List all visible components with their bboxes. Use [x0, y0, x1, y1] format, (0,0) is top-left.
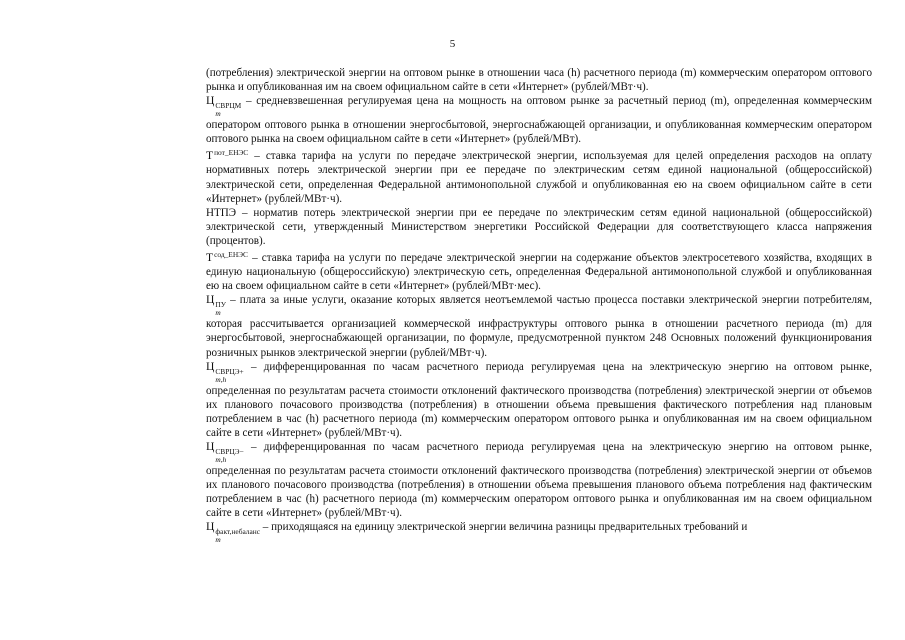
definition-text: – дифференцированная по часам расчетного периода регулируемая цена на электрическую энергию на оптовом рынке, определенная по результатам расчета стоимости отклонений фактического производства (потребления) электрической энергии от объемов их планового почасового производства (потребления) в отношении объема превышения планового объема потребления над фактическим потреблением в час (h) расчетного периода (m) коммерческим оператором оптового рынка и опубликованная им на своем официальном сайте в сети «Интернет» (рублей/МВт·ч). [206, 440, 872, 520]
page-number: 5 [449, 38, 456, 50]
definition-text: – средневзвешенная регулируемая цена на мощность на оптовом рынке за расчетный период (m), определенная коммерческим оператором оптового рынка в отношении энергосбытовой, энергоснабжающей организации, и опубликованная коммерческим оператором оптового рынка на своем официальном сайте в сети «Интернет» (рублей/МВт). [206, 95, 872, 146]
definition-text: – дифференцированная по часам расчетного периода регулируемая цена на электрическую энергию на оптовом рынке, определенная по результатам расчета стоимости отклонений фактического производства (потребления) электрической энергии от объемов их планового почасового производства (потребления) в отношении объема превышения фактического потребления над плановым потреблением в час (h) расчетного периода (m) коммерческим оператором оптового рынка и опубликованная им на своем официальном сайте в сети «Интернет» (рублей/МВт·ч). [206, 360, 872, 439]
term-superscript: сод_ЕНЭС [214, 250, 248, 260]
definition-paragraph [206, 248, 872, 293]
definition-paragraph [206, 440, 872, 520]
term-symbol: Ц [206, 520, 215, 534]
formula-term [206, 150, 248, 162]
definition-paragraph [206, 66, 872, 94]
definition-paragraph [206, 520, 872, 544]
term-symbol: Т [206, 149, 214, 163]
term-symbol: Ц [206, 439, 215, 453]
definition-paragraph [206, 94, 872, 146]
term-subscript: m,h [215, 374, 227, 384]
formula-term [206, 520, 261, 545]
term-subscript: m [215, 308, 221, 318]
term-symbol: Ц [206, 359, 215, 373]
formula-term [206, 252, 248, 264]
document-body [206, 66, 872, 544]
term-superscript: СВРЦЭ+ [215, 366, 244, 376]
term-superscript: факт,небаланс [215, 527, 261, 537]
definition-text: – ставка тарифа на услуги по передаче электрической энергии, используемая для целей определения расходов на оплату нормативных потерь электрической энергии при ее передаче по электрическим сетям единой национальной (общероссийской) электрической сети, определенная Федеральной антимонопольной службой и опубликованная ею на своем официальном сайте в сети «Интернет» (рублей/МВт·ч). [206, 150, 872, 205]
term-superscript: СВРЦМ [215, 101, 242, 111]
definition-paragraph [206, 206, 872, 248]
definition-text: – ставка тарифа на услуги по передаче электрической энергии на содержание объектов электросетевого хозяйства, входящих в единую национальную (общероссийскую) электрическую сеть, определенная Федеральной антимонопольной службой и опубликованная ею на своем официальном сайте в сети «Интернет» (рублей/МВт·мес). [206, 252, 872, 293]
definition-paragraph [206, 146, 872, 205]
term-subscript: m,h [215, 454, 227, 464]
term-symbol: Ц [206, 94, 215, 108]
term-superscript: СВРЦЭ− [215, 446, 244, 456]
term-superscript: ПУ [215, 300, 226, 310]
term-subscript: m [215, 109, 221, 119]
term-subscript: m [215, 535, 221, 545]
formula-term [206, 293, 226, 318]
definition-text: – плата за иные услуги, оказание которых является неотъемлемой частью процесса поставки электрической энергии потребителям, которая рассчитывается организацией коммерческой инфраструктуры оптового рынка в отношении расчетного периода (m) для энергосбытовой, энергоснабжающей организации, по формуле, предусмотренной пунктом 248 Основных положений функционирования розничных рынков электрической энергии (рублей/МВт·ч). [206, 294, 872, 359]
definition-text: НТПЭ – норматив потерь электрической энергии при ее передаче по электрическим сетям единой национальной (общероссийской) электрической сети, утвержденный Министерством энергетики Российской Федерации для соответствующего класса напряжения (процентов). [206, 206, 872, 247]
formula-term [206, 359, 244, 384]
term-superscript: пот_ЕНЭС [214, 148, 249, 158]
formula-term [206, 94, 242, 119]
definition-paragraph [206, 360, 872, 440]
term-symbol: Т [206, 251, 214, 265]
term-symbol: Ц [206, 293, 215, 307]
definition-text: – приходящаяся на единицу электрической энергии величина разницы предварительных требований и [260, 521, 748, 534]
formula-term [206, 439, 244, 464]
definition-paragraph [206, 293, 872, 359]
definition-text: (потребления) электрической энергии на оптовом рынке в отношении часа (h) расчетного периода (m) коммерческим оператором оптового рынка и опубликованная им на своем официальном сайте в сети «Интернет» (рублей/МВт·ч). [206, 67, 872, 94]
